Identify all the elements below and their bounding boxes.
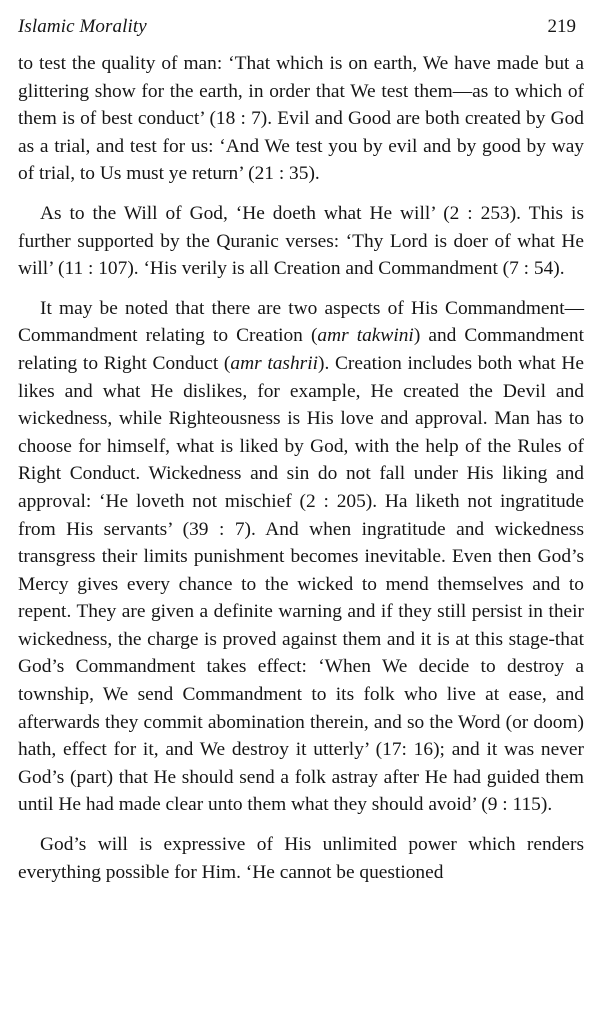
paragraph-gods-will: God’s will is expressive of His unlimited power which renders everything possible for Him. ‘He cannot be questioned <box>18 834 584 883</box>
running-head-title: Islamic Morality <box>18 16 147 37</box>
text-run: ) and Commandment relating to Right Conduct ( <box>18 325 584 374</box>
paragraph-will-of-god: As to the Will of God, ‘He doeth what He will’ (2 : 253). This is further supported by the Quranic verses: ‘Thy Lord is doer of what He will’ (11 : 107). ‘His verily is all Creation and Commandment (7 : 54). <box>18 202 584 280</box>
paragraph-continued: to test the quality of man: ‘That which is on earth, We have made but a glittering show for the earth, in order that We test them—as to which of them is of best conduct’ (18 : 7). Evil and Good are both created by God as a trial, and test for us: ‘And We test you by evil and by good by way of trial, to Us must ye return’ (21 : 35). <box>18 53 584 185</box>
italic-term-amr-takwini: amr takwini <box>317 325 414 347</box>
text-run: It may be noted that there are two aspects of His Commandment—Commandment relating to Creation ( <box>18 297 584 347</box>
page-number: 219 <box>547 16 576 37</box>
text-run: ). Creation includes both what He likes and what He dislikes, for example, He created the Devil and wickedness, while Righteousness is His love and approval. Man has to choose for himself, what is liked by God, with the help of the Rules of Right Conduct. Wickedness and sin do not fall under His liking and approval: ‘He loveth not mischief (2 : 205). Ha liketh not ingratitude from His servants’ (39 : 7). And when ingratitude and wickedness transgress their limits punishment becomes inevitable. Even then God’s Mercy gives every chance to the wicked to mend themselves and to repent. They are given a definite warning and if they still persist in their wickedness, the charge is proved against them and it is at this stage-that God’s Commandment takes effect: ‘When We decide to destroy a township, We send Commandment to its folk who live at ease, and afterwards they commit abomination therein, and so the Word (or doom) hath, effect for it, and We destroy it utterly’ (17: 16); and it was never God’s (part) that He should send a folk astray after He had guided them until He had made clear unto them what they should avoid’ (9 : 115). <box>18 352 584 816</box>
paragraph-two-aspects <box>18 295 584 819</box>
running-head <box>18 16 584 50</box>
body-text <box>18 50 584 886</box>
italic-term-amr-tashrii: amr tashrii <box>230 352 318 374</box>
